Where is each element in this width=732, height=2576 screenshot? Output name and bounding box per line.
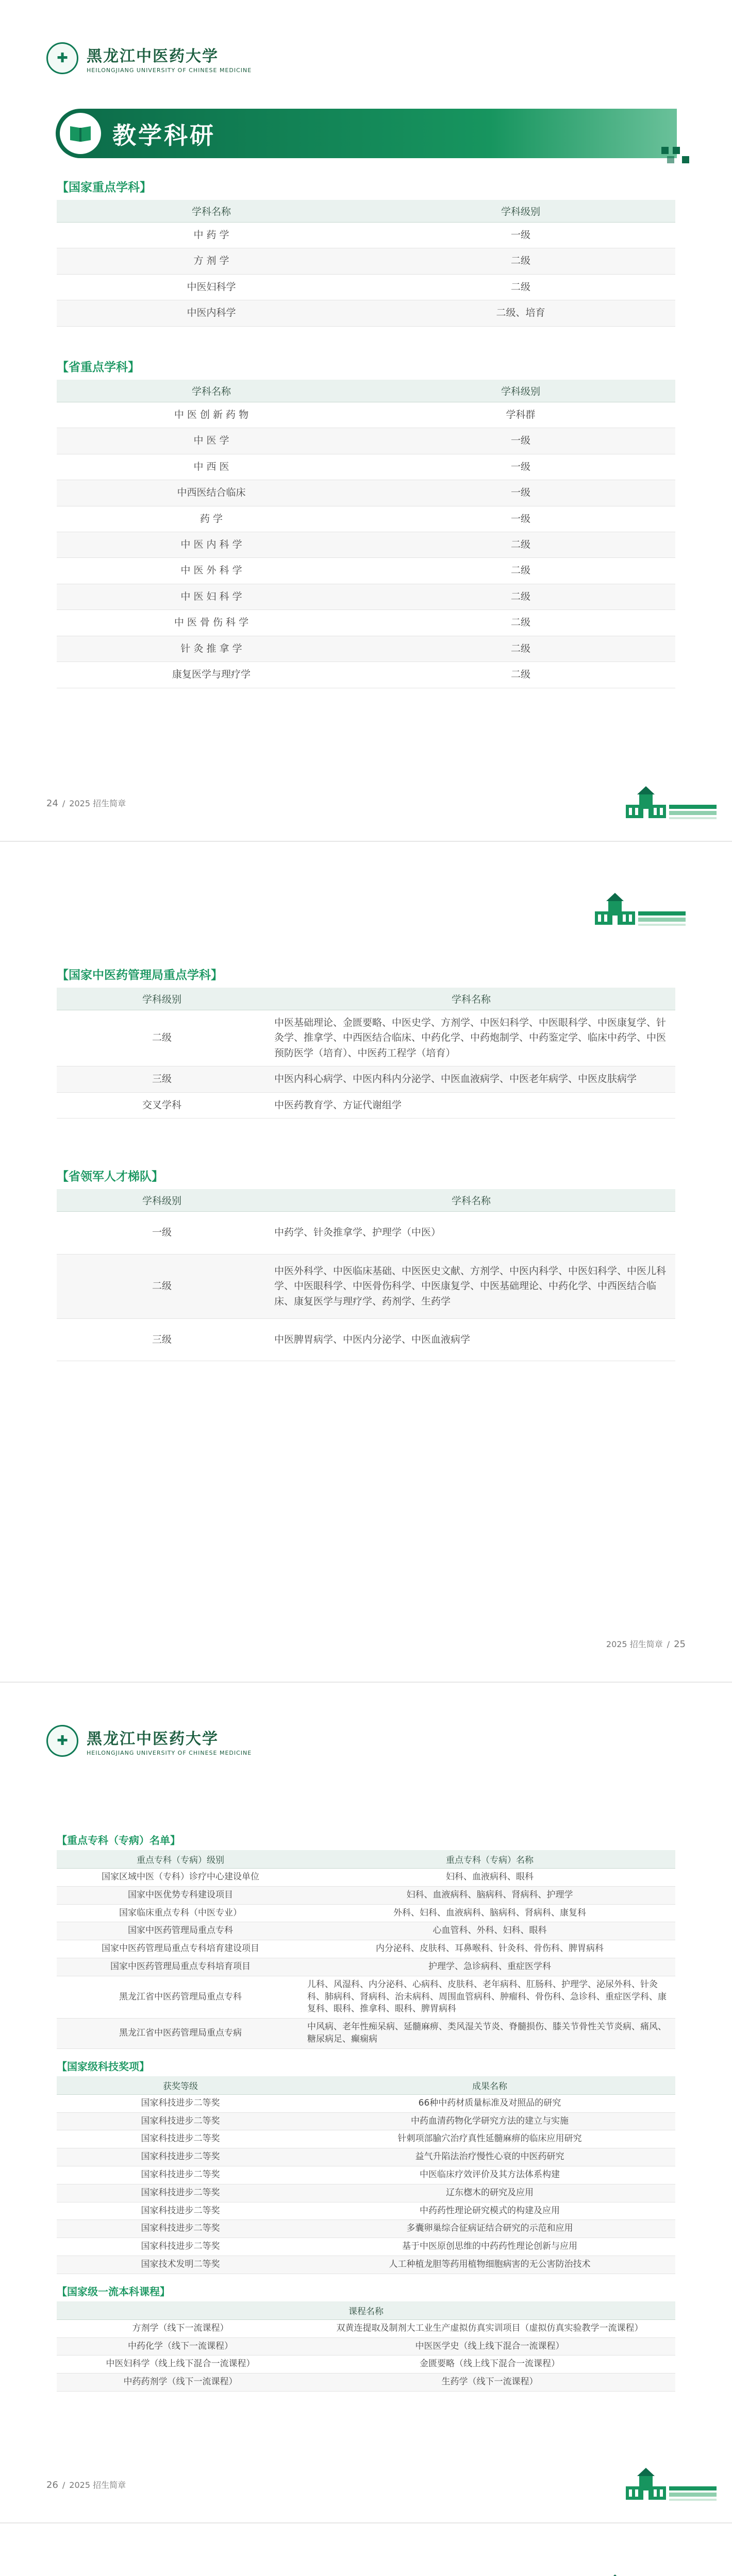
table-cell: 国家临床重点专科（中医专业） bbox=[57, 1904, 304, 1922]
table-cell: 二级 bbox=[366, 584, 675, 609]
table-cell: 药 学 bbox=[57, 506, 366, 532]
table-cell: 中医妇科学 bbox=[57, 274, 366, 300]
table-cell: 66种中药材质量标准及对照品的研究 bbox=[304, 2094, 675, 2112]
university-logo bbox=[46, 42, 252, 74]
table-cell: 国家中医药管理局重点专科培育项目 bbox=[57, 1958, 304, 1976]
table-cell: 二级 bbox=[366, 558, 675, 584]
table-cell: 国家科技进步二等奖 bbox=[57, 2184, 304, 2202]
specialty-table bbox=[57, 1850, 675, 2049]
footer-text: 2025 招生简章 bbox=[606, 1639, 663, 1649]
table-cell: 中 药 学 bbox=[57, 223, 366, 248]
table-cell: 中 医 妇 科 学 bbox=[57, 584, 366, 609]
table-cell: 国家科技进步二等奖 bbox=[57, 2166, 304, 2184]
table-cell: 二级 bbox=[366, 610, 675, 636]
table-cell: 中医内科心病学、中医内科内分泌学、中医血液病学、中医老年病学、中医皮肤病学 bbox=[267, 1066, 675, 1092]
table-cell: 国家科技进步二等奖 bbox=[57, 2220, 304, 2238]
table-cell: 黑龙江省中医药管理局重点专病 bbox=[57, 2019, 304, 2049]
table-row bbox=[57, 2112, 675, 2130]
sci-award-label: 【国家级科技奖项】 bbox=[57, 2060, 149, 2073]
section-banner bbox=[56, 106, 677, 162]
table-cell: 国家科技进步二等奖 bbox=[57, 2130, 304, 2148]
table-cell: 二级 bbox=[366, 662, 675, 688]
table-header: 学科级别 bbox=[57, 988, 267, 1010]
table-cell: 中药学、针灸推拿学、护理学（中医） bbox=[267, 1212, 675, 1254]
course-label: 【国家级一流本科课程】 bbox=[57, 2285, 170, 2298]
table-row bbox=[57, 662, 675, 688]
table-cell: 中医外科学、中医临床基础、中医医史文献、方剂学、中医内科学、中医妇科学、中医儿科学、中医眼科学、中医骨伤科学、中医康复学、中医基础理论、中药化学、中西医结合临床、康复医学与理疗学、药剂学、生药学 bbox=[267, 1254, 675, 1318]
table-header: 获奖等级 bbox=[57, 2076, 304, 2095]
logo-english-name: HEILONGJIANG UNIVERSITY OF CHINESE MEDICINE bbox=[87, 1749, 252, 1756]
table-row bbox=[57, 584, 675, 609]
table-cell: 双黄连提取及制剂大工业生产虚拟仿真实训项目（虚拟仿真实验教学一流课程） bbox=[304, 2319, 675, 2337]
table-row bbox=[57, 506, 675, 532]
table-cell: 一级 bbox=[366, 223, 675, 248]
table-cell: 黑龙江省中医药管理局重点专科 bbox=[57, 1976, 304, 2018]
table-row bbox=[57, 454, 675, 480]
table-row bbox=[57, 2256, 675, 2274]
table-cell: 国家科技进步二等奖 bbox=[57, 2094, 304, 2112]
table-cell: 中医妇科学（线上线下混合一流课程） bbox=[57, 2355, 304, 2374]
university-seal-icon: ✚ bbox=[46, 42, 78, 74]
table-row bbox=[57, 1092, 675, 1118]
table-header: 重点专科（专病）名称 bbox=[304, 1850, 675, 1869]
table-cell: 国家科技进步二等奖 bbox=[57, 2238, 304, 2256]
table-cell: 妇科、血液病科、眼科 bbox=[304, 1869, 675, 1887]
table-cell: 国家区域中医（专科）诊疗中心建设单位 bbox=[57, 1869, 304, 1887]
table-cell: 国家中医药管理局重点专科培育建设项目 bbox=[57, 1940, 304, 1958]
table-row bbox=[57, 532, 675, 557]
table-cell: 二级 bbox=[366, 636, 675, 662]
table-row bbox=[57, 2202, 675, 2220]
table-cell: 多囊卵巢综合征病证结合研究的示范和应用 bbox=[304, 2220, 675, 2238]
page-footer: 24 / 2025 招生简章 bbox=[46, 798, 126, 809]
table-cell: 儿科、风湿科、内分泌科、心病科、皮肤科、老年病科、肛肠科、护理学、泌尿外科、针灸科、肺病科、肾病科、治未病科、周围血管病科、肿瘤科、骨伤科、急诊科、重症医学科、康复科、眼科、推拿科、眼科、脾胃病科 bbox=[304, 1976, 675, 2018]
table-cell: 中 医 骨 伤 科 学 bbox=[57, 610, 366, 636]
table-row bbox=[57, 300, 675, 326]
table-cell: 国家科技进步二等奖 bbox=[57, 2202, 304, 2220]
provincial-key-table bbox=[57, 380, 675, 688]
table-row bbox=[57, 2355, 675, 2374]
table-cell: 三级 bbox=[57, 1066, 267, 1092]
table-row bbox=[57, 2094, 675, 2112]
table-cell: 康复医学与理疗学 bbox=[57, 662, 366, 688]
table-cell: 内分泌科、皮肤科、耳鼻喉科、针灸科、骨伤科、脾胃病科 bbox=[304, 1940, 675, 1958]
talent-table bbox=[57, 1189, 675, 1361]
table-cell: 中 医 外 科 学 bbox=[57, 558, 366, 584]
open-book-icon bbox=[60, 113, 101, 154]
table-row bbox=[57, 636, 675, 662]
table-cell: 一级 bbox=[366, 454, 675, 480]
table-row bbox=[57, 558, 675, 584]
logo-english-name: HEILONGJIANG UNIVERSITY OF CHINESE MEDICINE bbox=[87, 66, 252, 74]
table-row bbox=[57, 1254, 675, 1318]
page-number: 24 bbox=[46, 798, 58, 809]
table-header: 课程名称 bbox=[57, 2301, 675, 2320]
table-cell: 国家技术发明二等奖 bbox=[57, 2256, 304, 2274]
table-header: 学科名称 bbox=[57, 200, 366, 223]
table-cell: 一级 bbox=[366, 428, 675, 454]
table-cell: 益气升陷法治疗慢性心衰的中医药研究 bbox=[304, 2148, 675, 2166]
table-cell: 学科群 bbox=[366, 402, 675, 428]
table-cell: 中医内科学 bbox=[57, 300, 366, 326]
table-cell: 中医脾胃病学、中医内分泌学、中医血液病学 bbox=[267, 1318, 675, 1361]
page-footer: 2025 招生简章 / 25 bbox=[606, 1639, 686, 1650]
decorative-squares bbox=[661, 147, 692, 167]
table-row bbox=[57, 1976, 675, 2018]
table-row bbox=[57, 223, 675, 248]
page-27 bbox=[0, 2522, 732, 2576]
table-cell: 国家中医药管理局重点专科 bbox=[57, 1922, 304, 1940]
table-cell: 二级、培育 bbox=[366, 300, 675, 326]
table-row bbox=[57, 2130, 675, 2148]
table-cell: 中 西 医 bbox=[57, 454, 366, 480]
table-row bbox=[57, 2220, 675, 2238]
table-header: 重点专科（专病）级别 bbox=[57, 1850, 304, 1869]
table-row bbox=[57, 1318, 675, 1361]
page-24 bbox=[0, 0, 732, 841]
table-cell: 中 医 创 新 药 物 bbox=[57, 402, 366, 428]
logo-chinese-name: 黑龙江中医药大学 bbox=[87, 1730, 219, 1748]
table-row bbox=[57, 274, 675, 300]
table-cell: 中西医结合临床 bbox=[57, 480, 366, 506]
provincial-key-label: 【省重点学科】 bbox=[57, 360, 140, 374]
table-cell: 中风病、老年性痴呆病、延髓麻痹、类风湿关节炎、脊髓损伤、膝关节骨性关节炎病、痛风、糖尿病足、癫痫病 bbox=[304, 2019, 675, 2049]
table-cell: 人工种植龙胆等药用植物细胞病害的无公害防治技术 bbox=[304, 2256, 675, 2274]
table-row bbox=[57, 2337, 675, 2355]
table-cell: 国家科技进步二等奖 bbox=[57, 2112, 304, 2130]
table-row bbox=[57, 2319, 675, 2337]
table-row bbox=[57, 428, 675, 454]
building-emblem-icon bbox=[624, 784, 717, 820]
table-header: 学科名称 bbox=[57, 380, 366, 402]
table-cell: 针刺项部腧穴治疗真性延髓麻痹的临床应用研究 bbox=[304, 2130, 675, 2148]
table-cell: 三级 bbox=[57, 1318, 267, 1361]
building-emblem-icon bbox=[593, 2572, 686, 2576]
table-row bbox=[57, 2374, 675, 2392]
table-cell: 中药药性理论研究模式的构建及应用 bbox=[304, 2202, 675, 2220]
course-table bbox=[57, 2301, 675, 2392]
table-cell: 中医医学史（线上线下混合一流课程） bbox=[304, 2337, 675, 2355]
table-cell: 二级 bbox=[57, 1254, 267, 1318]
table-cell: 交叉学科 bbox=[57, 1092, 267, 1118]
table-cell: 方剂学（线下一流课程） bbox=[57, 2319, 304, 2337]
specialty-label: 【重点专科（专病）名单】 bbox=[57, 1834, 180, 1846]
table-row bbox=[57, 2238, 675, 2256]
table-cell: 外科、妇科、血液病科、脑病科、肾病科、康复科 bbox=[304, 1904, 675, 1922]
building-emblem-icon bbox=[624, 2466, 717, 2502]
table-header: 学科名称 bbox=[267, 1189, 675, 1212]
university-logo bbox=[46, 1725, 252, 1757]
table-cell: 中医基础理论、金匮要略、中医史学、方剂学、中医妇科学、中医眼科学、中医康复学、针灸学、推拿学、中西医结合临床、中药化学、中药炮制学、中药鉴定学、临床中药学、中医预防医学（培育）、中医药工程学（培育） bbox=[267, 1010, 675, 1066]
national-key-table bbox=[57, 200, 675, 327]
table-row bbox=[57, 2166, 675, 2184]
table-cell: 二级 bbox=[366, 274, 675, 300]
table-cell: 中药化学（线下一流课程） bbox=[57, 2337, 304, 2355]
table-cell: 二级 bbox=[366, 248, 675, 274]
tcm-admin-label: 【国家中医药管理局重点学科】 bbox=[57, 969, 223, 982]
page-25 bbox=[0, 841, 732, 1682]
table-cell: 二级 bbox=[57, 1010, 267, 1066]
table-header: 成果名称 bbox=[304, 2076, 675, 2095]
table-cell: 护理学、急诊病科、重症医学科 bbox=[304, 1958, 675, 1976]
table-cell: 方 剂 学 bbox=[57, 248, 366, 274]
page-number: 26 bbox=[46, 2480, 58, 2490]
table-header: 学科级别 bbox=[366, 200, 675, 223]
table-row bbox=[57, 480, 675, 506]
sci-award-table bbox=[57, 2076, 675, 2274]
table-cell: 国家科技进步二等奖 bbox=[57, 2148, 304, 2166]
table-cell: 一级 bbox=[366, 480, 675, 506]
table-row bbox=[57, 1212, 675, 1254]
table-cell: 心血管科、外科、妇科、眼科 bbox=[304, 1922, 675, 1940]
table-cell: 二级 bbox=[366, 532, 675, 557]
table-row bbox=[57, 2148, 675, 2166]
footer-text: 2025 招生简章 bbox=[69, 2480, 126, 2490]
table-cell: 针 灸 推 拿 学 bbox=[57, 636, 366, 662]
table-row bbox=[57, 1010, 675, 1066]
table-cell: 生药学（线下一流课程） bbox=[304, 2374, 675, 2392]
table-row bbox=[57, 2184, 675, 2202]
footer-text: 2025 招生简章 bbox=[69, 799, 126, 808]
tcm-admin-table bbox=[57, 988, 675, 1118]
page-26 bbox=[0, 1682, 732, 2522]
table-cell: 中 医 内 科 学 bbox=[57, 532, 366, 557]
table-cell: 中 医 学 bbox=[57, 428, 366, 454]
table-header: 学科级别 bbox=[57, 1189, 267, 1212]
table-cell: 妇科、血液病科、脑病科、肾病科、护理学 bbox=[304, 1886, 675, 1904]
table-cell: 金匮要略（线上线下混合一流课程） bbox=[304, 2355, 675, 2374]
table-row bbox=[57, 1904, 675, 1922]
table-row bbox=[57, 1869, 675, 1887]
table-row bbox=[57, 1066, 675, 1092]
table-row bbox=[57, 1886, 675, 1904]
table-row bbox=[57, 610, 675, 636]
table-cell: 中药药剂学（线下一流课程） bbox=[57, 2374, 304, 2392]
university-seal-icon: ✚ bbox=[46, 1725, 78, 1757]
page-footer: 26 / 2025 招生简章 bbox=[46, 2480, 126, 2490]
table-cell: 中医药教育学、方证代谢组学 bbox=[267, 1092, 675, 1118]
page-number: 25 bbox=[674, 1639, 686, 1650]
talent-label: 【省领军人才梯队】 bbox=[57, 1170, 163, 1184]
table-cell: 基于中医原创思维的中药药性理论创新与应用 bbox=[304, 2238, 675, 2256]
table-cell: 中医临床疗效评价及其方法体系构建 bbox=[304, 2166, 675, 2184]
building-emblem-icon bbox=[593, 891, 686, 927]
table-row bbox=[57, 248, 675, 274]
section-title: 教学科研 bbox=[112, 122, 215, 149]
table-cell: 国家中医优势专科建设项目 bbox=[57, 1886, 304, 1904]
table-row bbox=[57, 1940, 675, 1958]
table-cell: 一级 bbox=[57, 1212, 267, 1254]
table-header: 学科级别 bbox=[366, 380, 675, 402]
table-row bbox=[57, 2019, 675, 2049]
table-cell: 一级 bbox=[366, 506, 675, 532]
table-cell: 中药血清药物化学研究方法的建立与实施 bbox=[304, 2112, 675, 2130]
table-header: 学科名称 bbox=[267, 988, 675, 1010]
table-row bbox=[57, 1922, 675, 1940]
table-row bbox=[57, 402, 675, 428]
table-cell: 辽东楤木的研究及应用 bbox=[304, 2184, 675, 2202]
table-row bbox=[57, 1958, 675, 1976]
national-key-label: 【国家重点学科】 bbox=[57, 181, 152, 194]
logo-chinese-name: 黑龙江中医药大学 bbox=[87, 47, 219, 65]
